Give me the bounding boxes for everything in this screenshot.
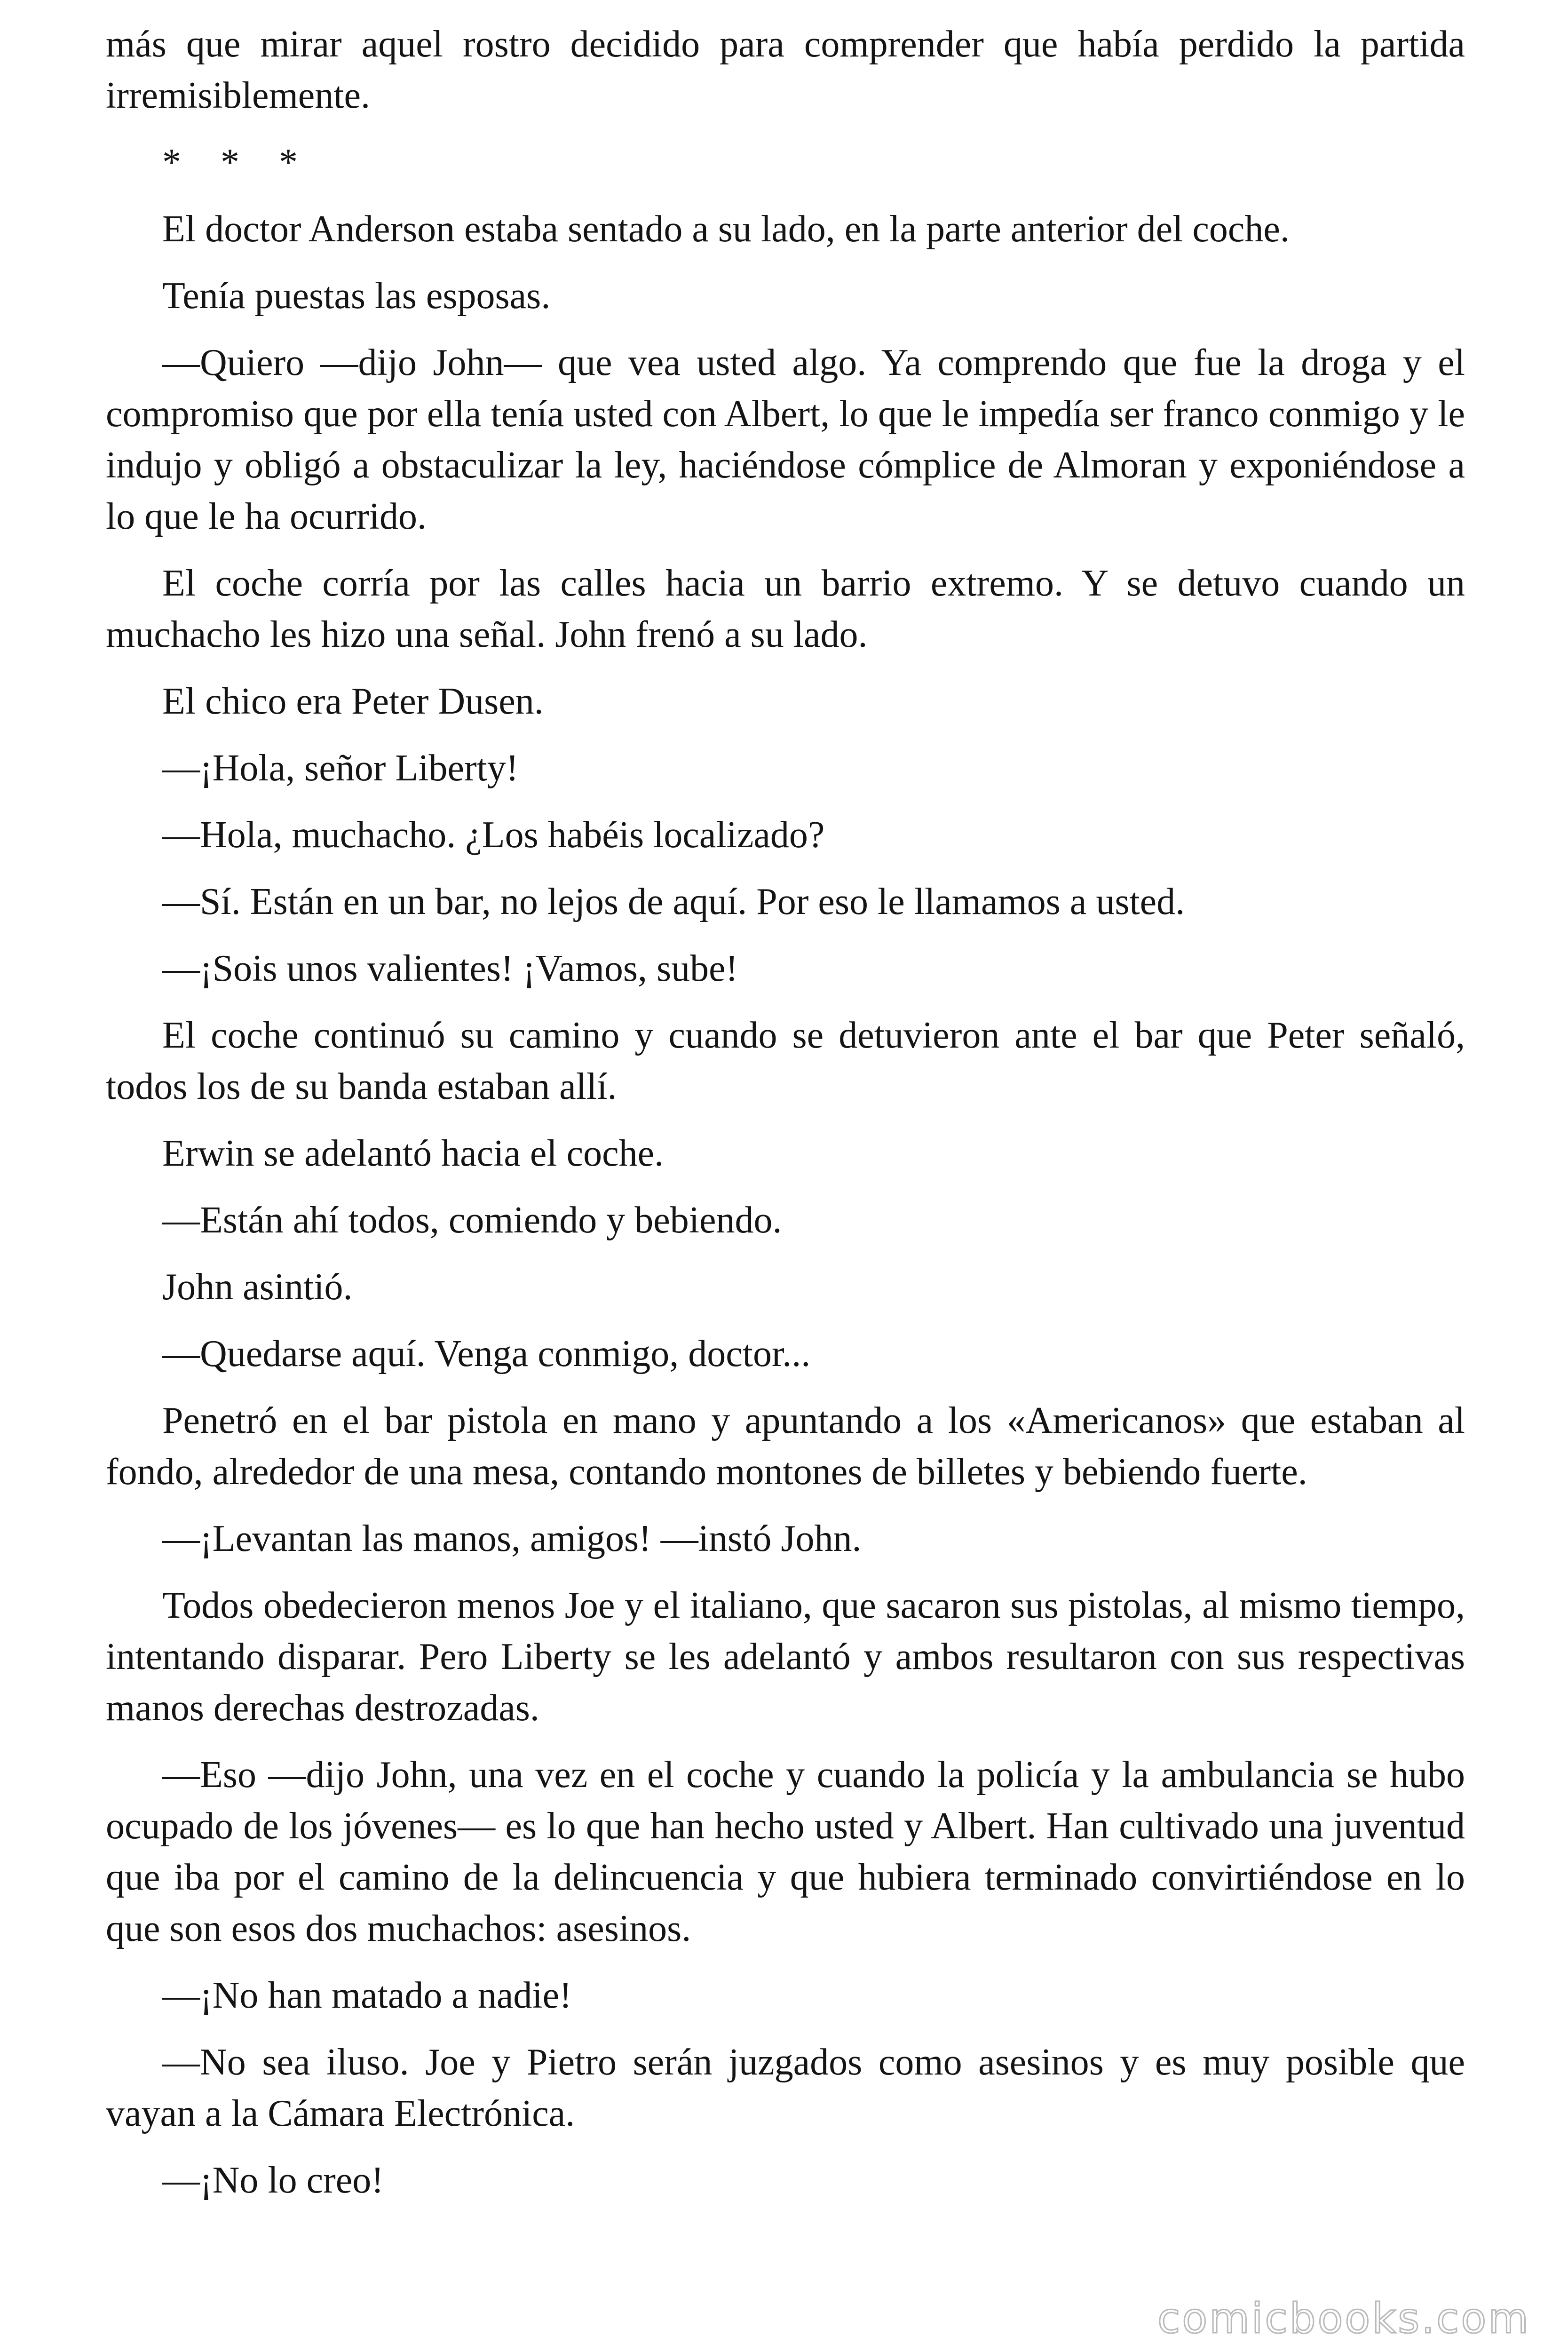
paragraph: —Sí. Están en un bar, no lejos de aquí. Por eso le llamamos a usted. bbox=[162, 881, 1185, 922]
paragraph: —¡No lo creo! bbox=[162, 2160, 384, 2201]
paragraph: Penetró en el bar pistola en mano y apuntando a los «Americanos» que estaban al fondo, alrededor de una mesa, contando montones de billetes y bebiendo fuerte. bbox=[106, 1400, 1465, 1493]
watermark-text: comicbooks.com bbox=[1157, 2294, 1530, 2343]
paragraph: —¡Hola, señor Liberty! bbox=[162, 747, 519, 789]
paragraph: —Eso —dijo John, una vez en el coche y cuando la policía y la ambulancia se hubo ocupado de los jóvenes— es lo que han hecho usted y Albert. Han cultivado una juventud que iba por el camino de la delincuencia y que hubiera terminado convirtiéndose en lo que son esos dos muchachos: asesinos. bbox=[106, 1754, 1465, 1949]
paragraph: —¡No han matado a nadie! bbox=[162, 1975, 572, 2016]
paragraph: El chico era Peter Dusen. bbox=[162, 681, 544, 722]
paragraph: Erwin se adelantó hacia el coche. bbox=[162, 1133, 664, 1174]
paragraph: —¡Sois unos valientes! ¡Vamos, sube! bbox=[162, 948, 738, 989]
paragraph: Todos obedecieron menos Joe y el italiano, que sacaron sus pistolas, al mismo tiempo, intentando disparar. Pero Liberty se les adelantó y ambos resultaron con sus respectivas manos derechas destrozadas. bbox=[106, 1585, 1465, 1729]
paragraph: —¡Levantan las manos, amigos! —instó John. bbox=[162, 1518, 862, 1559]
paragraph: —No sea iluso. Joe y Pietro serán juzgados como asesinos y es muy posible que vayan a la Cámara Electrónica. bbox=[106, 2042, 1465, 2134]
paragraph: —Hola, muchacho. ¿Los habéis localizado? bbox=[162, 814, 825, 856]
paragraph: El doctor Anderson estaba sentado a su lado, en la parte anterior del coche. bbox=[162, 208, 1290, 250]
document-page bbox=[106, 19, 1465, 2338]
paragraph: El coche corría por las calles hacia un barrio extremo. Y se detuvo cuando un muchacho les hizo una señal. John frenó a su lado. bbox=[106, 563, 1465, 655]
paragraph: John asintió. bbox=[162, 1266, 353, 1308]
section-separator: * * * bbox=[162, 142, 299, 183]
paragraph: Tenía puestas las esposas. bbox=[162, 275, 551, 317]
paragraph: —Quedarse aquí. Venga conmigo, doctor... bbox=[162, 1333, 811, 1375]
paragraph: El coche continuó su camino y cuando se detuvieron ante el bar que Peter señaló, todos los de su banda estaban allí. bbox=[106, 1015, 1465, 1107]
paragraph: —Quiero —dijo John— que vea usted algo. Ya comprendo que fue la droga y el compromiso que por ella tenía usted con Albert, lo que le impedía ser franco conmigo y le indujo y obligó a obstaculizar la ley, haciéndose cómplice de Almoran y exponiéndose a lo que le ha ocurrido. bbox=[106, 342, 1465, 537]
paragraph: más que mirar aquel rostro decidido para comprender que había perdido la partida irremisiblemente. bbox=[106, 24, 1465, 116]
paragraph: —Están ahí todos, comiendo y bebiendo. bbox=[162, 1200, 782, 1241]
